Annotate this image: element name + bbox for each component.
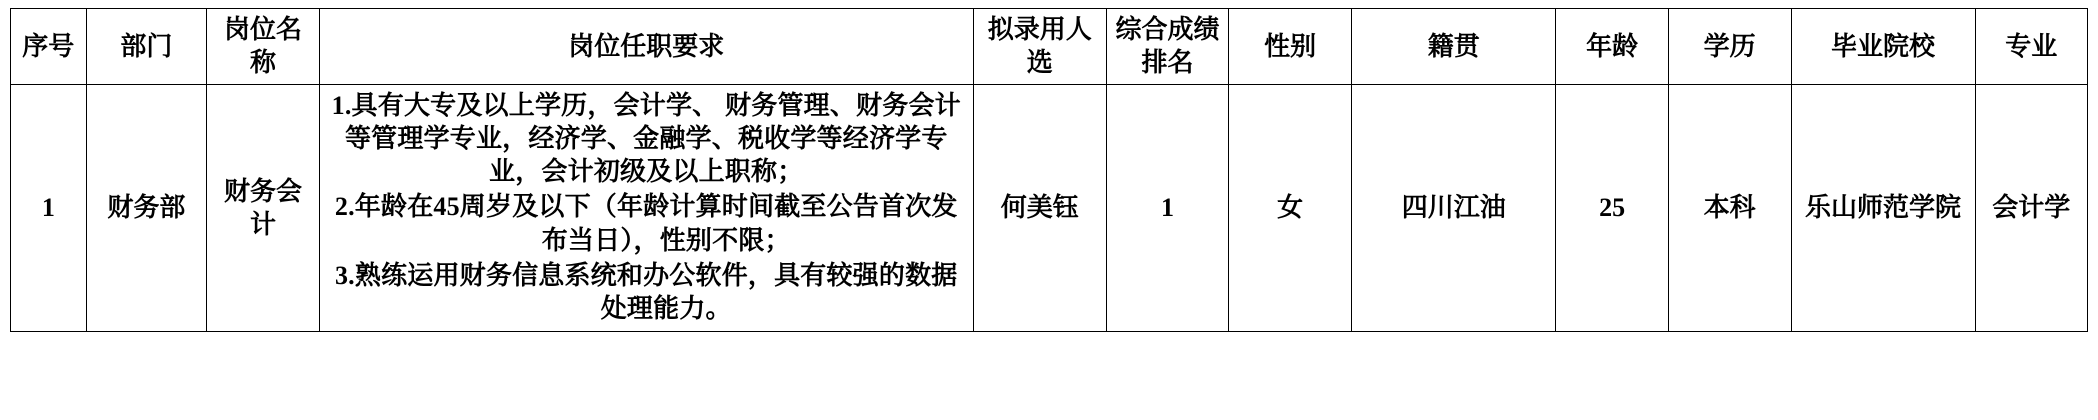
table-header	[11, 9, 2088, 85]
column-header-requirements: 岗位任职要求	[319, 9, 973, 85]
cell-age: 25	[1556, 84, 1668, 332]
column-header-education: 学历	[1668, 9, 1791, 85]
requirement-list	[324, 89, 969, 326]
column-header-rank: 综合成绩排名	[1106, 9, 1229, 85]
cell-seq: 1	[11, 84, 87, 332]
table-row	[11, 84, 2088, 332]
cell-candidate: 何美钰	[973, 84, 1106, 332]
column-header-major: 专业	[1975, 9, 2088, 85]
cell-post-name: 财务会计	[207, 84, 319, 332]
cell-department: 财务部	[86, 84, 207, 332]
column-header-age: 年龄	[1556, 9, 1668, 85]
column-header-gender: 性别	[1229, 9, 1352, 85]
requirement-item: 1.具有大专及以上学历，会计学、 财务管理、财务会计等管理学专业，经济学、金融学、税收学等经济学专业，会计初级及以上职称；	[331, 90, 961, 187]
cell-native-place: 四川江油	[1352, 84, 1556, 332]
cell-major: 会计学	[1975, 84, 2088, 332]
cell-rank: 1	[1106, 84, 1229, 332]
recruitment-table	[10, 8, 2088, 332]
requirement-item: 3.熟练运用财务信息系统和办公软件，具有较强的数据处理能力。	[334, 260, 958, 324]
table-header-row	[11, 9, 2088, 85]
column-header-school: 毕业院校	[1791, 9, 1975, 85]
cell-gender: 女	[1229, 84, 1352, 332]
column-header-post-name: 岗位名称	[207, 9, 319, 85]
column-header-seq: 序号	[11, 9, 87, 85]
column-header-candidate: 拟录用人选	[973, 9, 1106, 85]
cell-school: 乐山师范学院	[1791, 84, 1975, 332]
column-header-department: 部门	[86, 9, 207, 85]
requirement-item: 2.年龄在45周岁及以下（年龄计算时间截至公告首次发布当日），性别不限；	[334, 192, 958, 255]
cell-requirements	[319, 84, 973, 332]
cell-education: 本科	[1668, 84, 1791, 332]
table-body	[11, 84, 2088, 332]
column-header-native-place: 籍贯	[1352, 9, 1556, 85]
